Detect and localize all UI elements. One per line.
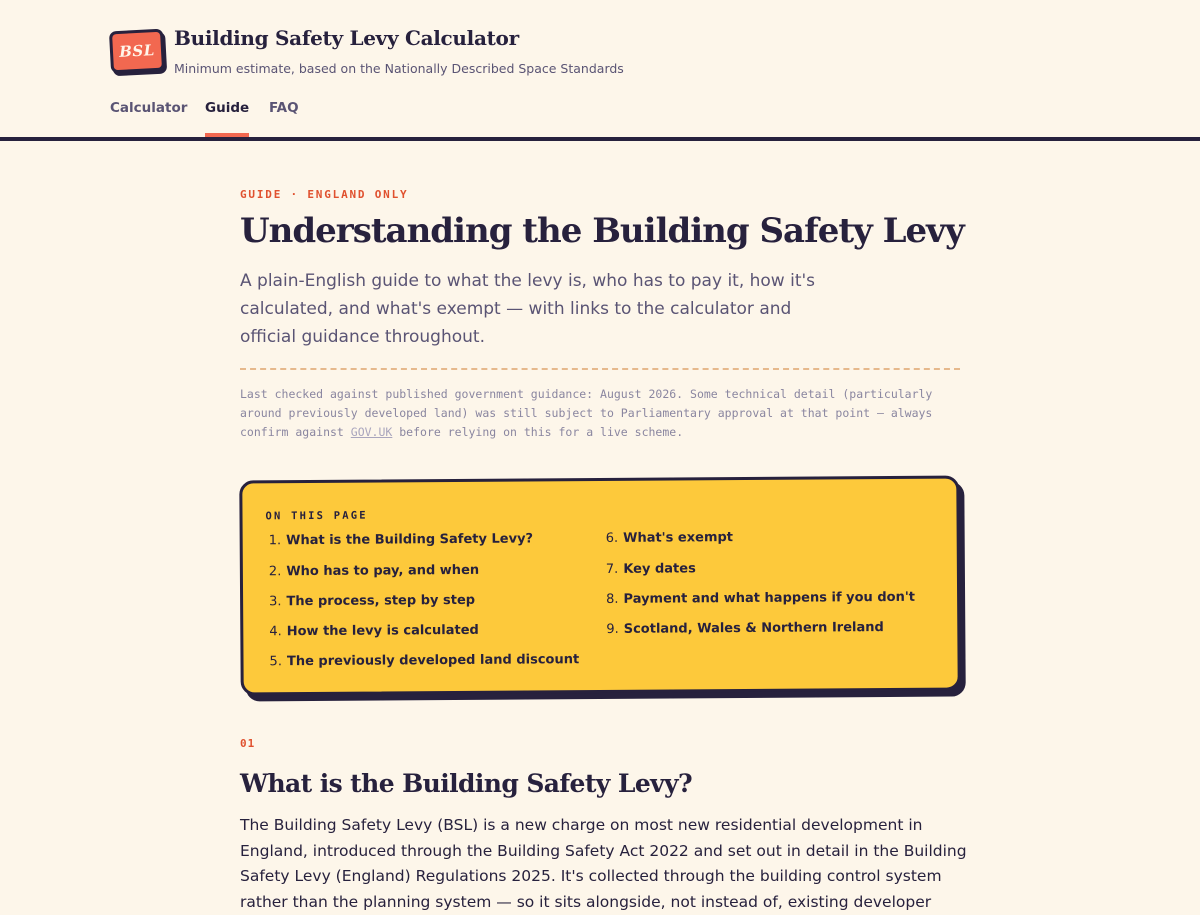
toc-item-number: 3. xyxy=(269,594,282,610)
toc-item-label: What is the Building Safety Levy? xyxy=(286,531,534,549)
page-title: Understanding the Building Safety Levy xyxy=(240,211,964,251)
section-number: 01 xyxy=(240,737,256,750)
note-text-after: before relying on this for a live scheme. xyxy=(392,425,684,439)
logo-text: BSL xyxy=(118,41,156,61)
nav-faq[interactable]: FAQ xyxy=(269,100,299,116)
bsl-logo[interactable] xyxy=(109,29,165,74)
toc-item-label: Who has to pay, and when xyxy=(286,562,480,580)
toc-item[interactable] xyxy=(269,652,579,669)
last-checked-note xyxy=(240,385,960,442)
toc-item-label: Key dates xyxy=(623,561,696,577)
nav-calculator[interactable]: Calculator xyxy=(110,100,188,116)
toc-item[interactable] xyxy=(606,620,884,637)
toc-item-label: How the levy is calculated xyxy=(286,622,479,640)
section-title: What is the Building Safety Levy? xyxy=(240,769,693,798)
toc-item[interactable] xyxy=(269,563,479,579)
toc-item-number: 6. xyxy=(605,530,619,546)
toc-item-number: 7. xyxy=(605,561,619,577)
section-body: The Building Safety Levy (BSL) is a new charge on most new residential development in England, introduced through the Building Safety Act 2022 and set out in detail in the Building Safety Levy (England) Regulations 2025. It's collected through the building control system rather than the planning system — so it sits alongside, not instead of, existing developer xyxy=(240,816,967,911)
site-header xyxy=(0,0,1200,141)
toc-item-label: The previously developed land discount xyxy=(286,652,580,670)
toc-item-number: 1. xyxy=(268,533,282,549)
toc-item[interactable] xyxy=(606,530,733,546)
govuk-link[interactable]: GOV.UK xyxy=(350,425,393,439)
toc-item-label: The process, step by step xyxy=(286,592,476,610)
dashed-divider xyxy=(240,368,960,370)
lede-paragraph: A plain-English guide to what the levy is, who has to pay it, how it's calculated, and what's exempt — with links to the calculator and official guidance throughout. xyxy=(240,271,816,347)
toc-item[interactable] xyxy=(269,623,479,639)
toc-item-label: Payment and what happens if you don't xyxy=(623,589,916,607)
toc-item-number: 8. xyxy=(606,591,619,607)
toc-item-number: 4. xyxy=(269,624,282,640)
table-of-contents xyxy=(239,475,960,695)
app-title: Building Safety Levy Calculator xyxy=(174,26,519,50)
note-text-before: Last checked against published government guidance: August 2026. Some technical detail (particularly around previously developed land) was still subject to Parliamentary approval at that point — always confirm against xyxy=(240,387,933,439)
toc-item[interactable] xyxy=(269,593,475,609)
toc-item-label: What's exempt xyxy=(623,530,734,546)
toc-heading: ON THIS PAGE xyxy=(265,509,368,523)
toc-item[interactable] xyxy=(269,531,533,548)
nav-guide[interactable]: Guide xyxy=(205,100,249,137)
toc-item-label: Scotland, Wales & Northern Ireland xyxy=(623,620,884,637)
toc-item[interactable] xyxy=(606,561,696,577)
toc-item-number: 2. xyxy=(268,564,282,580)
toc-item-number: 9. xyxy=(606,621,619,637)
eyebrow-label: GUIDE · ENGLAND ONLY xyxy=(240,188,409,201)
toc-item-number: 5. xyxy=(269,654,282,670)
app-subtitle: Minimum estimate, based on the Nationally Described Space Standards xyxy=(174,61,624,76)
toc-item[interactable] xyxy=(606,590,915,607)
